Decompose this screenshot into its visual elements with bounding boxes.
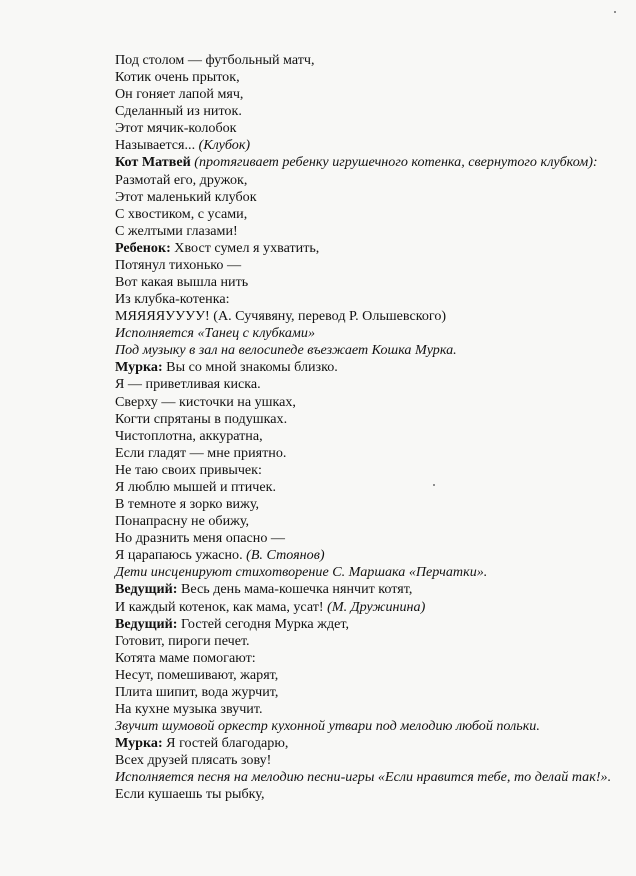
line-text: Чистоплотна, аккуратна,	[115, 427, 263, 444]
stage-direction: Исполняется «Танец с клубками»	[115, 325, 316, 342]
text-line	[115, 172, 615, 189]
line-text: Готовит, пироги печет.	[115, 632, 250, 649]
stage-direction: (Клубок)	[198, 137, 251, 154]
speaker-name: Ведущий:	[115, 615, 178, 632]
text-line	[115, 342, 615, 359]
stage-direction: (В. Стоянов)	[246, 547, 325, 564]
line-text: И каждый котенок, как мама, усат!	[115, 598, 328, 615]
line-text: Хвост сумел я ухватить,	[170, 239, 320, 256]
scan-speck	[614, 11, 616, 13]
line-text: Этот мячик-колобок	[115, 120, 237, 137]
line-text: Он гоняет лапой мяч,	[115, 86, 244, 103]
line-text: Под столом — футбольный матч,	[115, 52, 315, 68]
line-text: Потянул тихонько —	[115, 256, 242, 273]
text-line	[115, 667, 615, 684]
line-text: Весь день мама-кошечка нянчит котят,	[177, 581, 413, 598]
line-text: Сверху — кисточки на ушках,	[115, 393, 296, 410]
speaker-name: Ведущий:	[115, 581, 178, 598]
text-line	[115, 650, 615, 667]
line-text: Вот какая вышла нить	[115, 274, 249, 291]
line-text: Гостей сегодня Мурка ждет,	[177, 615, 349, 632]
line-text: Я гостей благодарю,	[162, 735, 289, 752]
text-line	[115, 154, 615, 171]
text-line	[115, 257, 615, 274]
text-line	[115, 599, 615, 616]
line-text: Вы со мной знакомы близко.	[162, 359, 338, 376]
text-line	[115, 223, 615, 240]
text-line	[115, 684, 615, 701]
text-line	[115, 103, 615, 120]
line-text: С хвостиком, с усами,	[115, 205, 248, 222]
text-line	[115, 291, 615, 308]
line-text: Котик очень прыток,	[115, 69, 240, 86]
text-line	[115, 274, 615, 291]
speaker-name: Ребенок:	[115, 239, 171, 256]
text-line	[115, 547, 615, 564]
line-text: Я — приветливая киска.	[115, 376, 261, 393]
scan-speck	[433, 484, 435, 486]
text-line	[115, 513, 615, 530]
line-text: Но дразнить меня опасно —	[115, 530, 286, 547]
line-text: Если гладят — мне приятно.	[115, 444, 287, 461]
text-line	[115, 564, 615, 581]
text-line	[115, 718, 615, 735]
text-line	[115, 752, 615, 769]
line-text: Несут, помешивают, жарят,	[115, 666, 279, 683]
line-text: Сделанный из ниток.	[115, 103, 242, 120]
line-text: Плита шипит, вода журчит,	[115, 683, 279, 700]
stage-direction: Звучит шумовой оркестр кухонной утвари под мелодию любой польки.	[115, 718, 540, 735]
text-line	[115, 359, 615, 376]
stage-direction: Дети инсценируют стихотворение С. Маршака «Перчатки».	[115, 564, 488, 581]
text-line	[115, 581, 615, 598]
text-line	[115, 633, 615, 650]
line-text: Не таю своих привычек:	[115, 461, 262, 478]
text-line	[115, 462, 615, 479]
text-line	[115, 735, 615, 752]
line-text: Когти спрятаны в подушках.	[115, 410, 288, 427]
text-line	[115, 786, 615, 803]
text-line	[115, 616, 615, 633]
text-line	[115, 496, 615, 513]
line-text: Если кушаешь ты рыбку,	[115, 786, 265, 803]
line-text: МЯЯЯЯУУУУ! (А. Сучявяну, перевод Р. Ольшевского)	[115, 308, 447, 325]
text-line	[115, 394, 615, 411]
text-line	[115, 530, 615, 547]
speaker-name: Кот Матвей	[115, 154, 191, 171]
script-text	[115, 52, 615, 803]
line-text: Этот маленький клубок	[115, 188, 257, 205]
text-line	[115, 411, 615, 428]
stage-direction: (М. Дружинина)	[327, 598, 426, 615]
text-line	[115, 52, 615, 69]
line-text: Из клубка-котенка:	[115, 291, 230, 308]
stage-direction: Под музыку в зал на велосипеде въезжает Кошка Мурка.	[115, 342, 457, 359]
line-text: Понапрасну не обижу,	[115, 513, 250, 530]
text-line	[115, 206, 615, 223]
line-text: С желтыми глазами!	[115, 222, 238, 239]
speaker-name: Мурка:	[115, 735, 163, 752]
text-line	[115, 308, 615, 325]
stage-direction: (протягивает ребенку игрушечного котенка, свернутого клубком):	[190, 154, 598, 171]
stage-direction: Исполняется песня на мелодию песни-игры «Если нравится тебе, то делай так!».	[115, 769, 612, 786]
text-line	[115, 428, 615, 445]
text-line	[115, 445, 615, 462]
line-text: В темноте я зорко вижу,	[115, 496, 259, 513]
line-text: Я люблю мышей и птичек.	[115, 478, 276, 495]
line-text: На кухне музыка звучит.	[115, 700, 263, 717]
text-line	[115, 325, 615, 342]
speaker-name: Мурка:	[115, 359, 163, 376]
text-line	[115, 769, 615, 786]
line-text: Размотай его, дружок,	[115, 171, 248, 188]
line-text: Котята маме помогают:	[115, 649, 256, 666]
text-line	[115, 479, 615, 496]
text-line	[115, 69, 615, 86]
text-line	[115, 120, 615, 137]
line-text: Я царапаюсь ужасно.	[115, 547, 247, 564]
text-line	[115, 137, 615, 154]
text-line	[115, 701, 615, 718]
text-line	[115, 240, 615, 257]
line-text: Называется...	[115, 137, 199, 154]
text-line	[115, 189, 615, 206]
text-line	[115, 376, 615, 393]
text-line	[115, 86, 615, 103]
line-text: Всех друзей плясать зову!	[115, 752, 272, 769]
